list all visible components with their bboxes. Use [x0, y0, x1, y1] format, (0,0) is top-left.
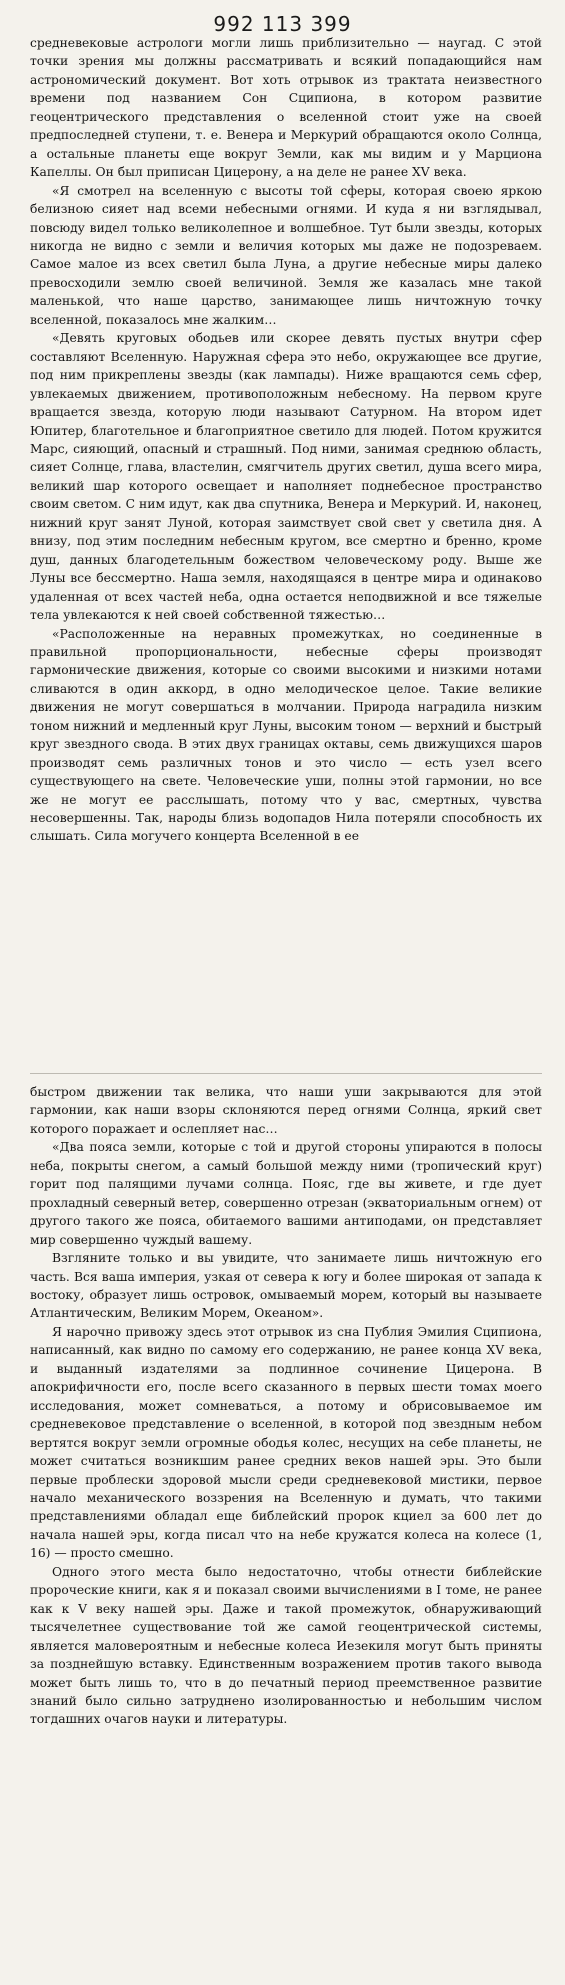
paragraph: Я нарочно привожу здесь этот отрывок из сна Публия Эмилия Сципиона, написанный, как видно по самому его содержанию, не ранее конца XV века, и выданный издателями за подлинное сочинение Цицерона. В апокрифичности его, после всего сказанного в первых шести томах моего исследования, может сомневаться, а потому и обрисовываемое им средневековое представление о вселенной, в которой под звездным небом вертятся вокруг земли огромные ободья колес, несущих на себе планеты, не может считаться возникшим ранее средних веков нашей эры. Это были первые проблески здоровой мысли среди средневековой мистики, первое начало механического воззрения на Вселенную и думать, что такими представлениями обладал еще библейский пророк кциел за 600 лет до начала нашей эры, когда писал что на небе кружатся колеса на колесе (1, 16) — просто смешно.	[30, 1324, 542, 1561]
quote-paragraph: «Два пояса земли, которые с той и другой стороны упираются в полосы неба, покрыты снегом, а самый большой между ними (тропический круг) горит под палящими лучами солнца. Пояс, где вы живете, и где дует прохладный северный ветер, совершенно отрезан (экваториальным огнем) от другого такого же пояса, обитаемого вашими антиподами, он представляет мир совершенно чуждый вашему.	[30, 1140, 542, 1247]
paragraph: средневековые астрологи могли лишь приблизительно — наугад. С этой точки зрения мы должны рассматривать и всякий попадающийся нам астрономический документ. Вот хоть отрывок из трактата неизвестного времени под названием Сон Сципиона, в котором развитие геоцентрического представления о вселенной стоит уже на своей предпоследней ступени, т. е. Венера и Меркурий обращаются около Солнца, а остальные планеты еще вокруг Земли, как мы видим и у Марциона Капеллы. Он был приписан Цицерону, а на деле не ранее XV века.	[30, 36, 542, 180]
quote-paragraph: «Девять круговых ободьев или скорее девять пустых внутри сфер составляют Вселенную. Наружная сфера это небо, окружающее все другие, под ним прикреплены звезды (как лампады). Ниже вращаются семь сфер, увлекаемых движением, противоположным небесному. На первом круге вращается звезда, которую люди называют Сатурном. На втором идет Юпитер, благотельное и благоприятное светило для людей. Потом кружится Марс, сияющий, опасный и страшный. Под ними, занимая среднюю область, сияет Солнце, глава, властелин, смягчитель других светил, душа всего мира, великий шар которого освещает и наполняет поднебесное пространство своим светом. С ним идут, как два спутника, Венера и Меркурий. И, наконец, нижний круг занят Луной, которая заимствует свой свет у светила дня. А внизу, под этим последним небесным кругом, все смертно и бренно, кроме душ, данных благодетельным божеством человеческому роду. Выше же Луны все бессмертно. Наша земля, находящаяся в центре мира и одинаково удаленная от всех частей неба, одна остается неподвижной и все тяжелые тела увлекаются к ней своей собственной тяжестью…	[30, 331, 542, 623]
quote-paragraph: «Я смотрел на вселенную с высоты той сферы, которая своею яркою белизною сияет над всеми небесными огнями. И куда я ни взглядывал, повсюду видел только великолепное и волшебное. Тут были звезды, которых никогда не видно с земли и величия которых мы даже не подозреваем. Самое малое из всех светил была Луна, а другие небесные миры далеко превосходили землю своей величиной. Земля же казалась мне такой маленькой, что наше царство, занимающее лишь ничтожную точку вселенной, показалось мне жалким…	[30, 183, 542, 327]
paragraph: быстром движении так велика, что наши уши закрываются для этой гармонии, как наши взоры склоняются перед огнями Солнца, яркий свет которого поражает и ослепляет нас…	[30, 1085, 542, 1136]
quote-paragraph: Взгляните только и вы увидите, что занимаете лишь ничтожную его часть. Вся ваша империя, узкая от севера к югу и более широкая от запада к востоку, образует лишь островок, омываемый морем, который вы называете Атлантическим, Великим Морем, Океаном».	[30, 1251, 542, 1321]
paragraph: Одного этого места было недостаточно, чтобы отнести библейские пророческие книги, как я и показал своими вычислениями в I томе, не ранее как к V веку нашей эры. Даже и такой промежуток, обнаруживающий тысячелетнее существование той же самой геоцентрической системы, является маловероятным и небесные колеса Иезекиля могут быть приняты за позднейшую вставку. Единственным возражением против такого вывода может быть лишь то, что в до печатный период преемственное развитие знаний было сильно затруднено изолированностью и небольшим числом тогдашних очагов науки и литературы.	[30, 1564, 542, 1727]
lower-text-block	[30, 1083, 542, 1729]
page-divider	[30, 1073, 542, 1074]
page-number: 992 113 399	[213, 12, 352, 36]
quote-paragraph: «Расположенные на неравных промежутках, но соединенные в правильной пропорциональности, небесные сферы производят гармонические движения, которые со своими высокими и низкими нотами сливаются в один аккорд, в одно мелодическое целое. Такие великие движения не могут совершаться в молчании. Природа наградила низким тоном нижний и медленный круг Луны, высоким тоном — верхний и быстрый круг звездного свода. В этих двух границах октавы, семь движущихся шаров производят семь различных тонов и это число — есть узел всего существующего на свете. Человеческие уши, полны этой гармонии, но все же не могут ее расслышать, потому что у вас, смертных, чувства несовершенны. Так, народы близь водопадов Нила потеряли способность их слышать. Сила могучего концерта Вселенной в ее	[30, 626, 542, 844]
upper-text-block	[30, 34, 542, 846]
